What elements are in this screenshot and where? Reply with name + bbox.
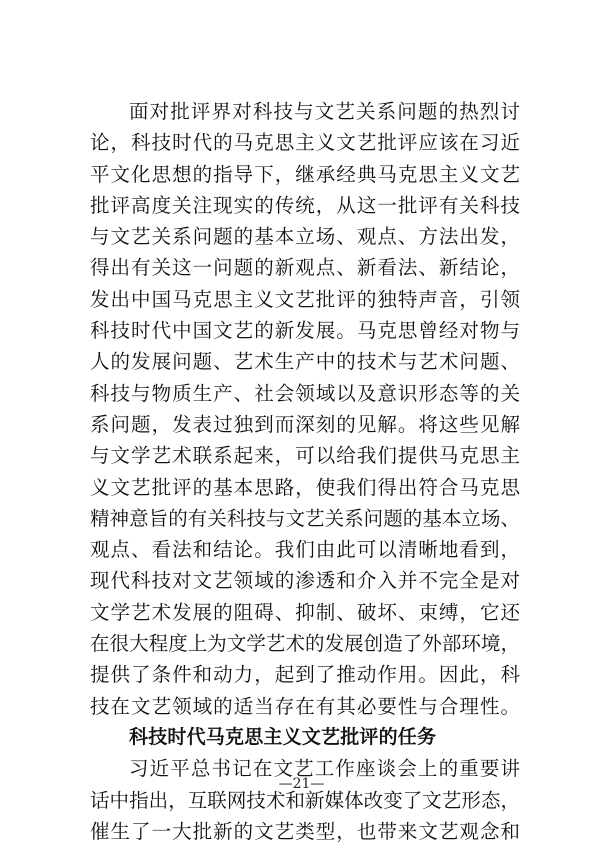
paragraph-line: 论，科技时代的马克思主义文艺批评应该在习近 — [90, 131, 520, 155]
paragraph-line: 平文化思想的指导下，继承经典马克思主义文艺 — [90, 162, 520, 186]
paragraph-line: 精神意旨的有关科技与文艺关系问题的基本立场、 — [90, 506, 520, 530]
paragraph-line: 批评高度关注现实的传统，从这一批评有关科技 — [90, 193, 520, 217]
paragraph-line: 与文学艺术联系起来，可以给我们提供马克思主 — [90, 444, 520, 468]
section-heading: 科技时代马克思主义文艺批评的任务 — [129, 725, 437, 748]
paragraph-line: 催生了一大批新的文艺类型，也带来文艺观念和 — [90, 819, 520, 843]
paragraph-line: 科技时代中国文艺的新发展。马克思曾经对物与 — [90, 319, 520, 343]
paragraph-line: 科技与物质生产、社会领域以及意识形态等的关 — [90, 381, 520, 405]
paragraph-line: 与文艺关系问题的基本立场、观点、方法出发， — [90, 225, 520, 249]
paragraph-line: 提供了条件和动力，起到了推动作用。因此，科 — [90, 663, 520, 687]
paragraph-line: 技在文艺领域的适当存在有其必要性与合理性。 — [90, 694, 520, 718]
paragraph-line: 义文艺批评的基本思路，使我们得出符合马克思 — [90, 475, 520, 499]
paragraph-line: 在很大程度上为文学艺术的发展创造了外部环境， — [90, 632, 520, 656]
page-number: —21— — [278, 776, 325, 792]
paragraph-line: 发出中国马克思主义文艺批评的独特声音，引领 — [90, 287, 520, 311]
paragraph-line: 得出有关这一问题的新观点、新看法、新结论， — [90, 256, 520, 280]
paragraph-line: 习近平总书记在文艺工作座谈会上的重要讲 — [129, 757, 520, 781]
paragraph-line: 面对批评界对科技与文艺关系问题的热烈讨 — [129, 100, 520, 123]
body-text — [90, 96, 520, 847]
paragraph-line: 系问题，发表过独到而深刻的见解。将这些见解 — [90, 412, 520, 436]
paragraph-line: 观点、看法和结论。我们由此可以清晰地看到， — [90, 538, 520, 562]
paragraph-line: 文学艺术发展的阻碍、抑制、破坏、束缚，它还 — [90, 600, 520, 624]
paragraph-line: 话中指出，互联网技术和新媒体改变了文艺形态， — [90, 788, 520, 812]
paragraph-line: 人的发展问题、艺术生产中的技术与艺术问题、 — [90, 350, 520, 374]
paragraph-line: 现代科技对文艺领域的渗透和介入并不完全是对 — [90, 569, 520, 593]
